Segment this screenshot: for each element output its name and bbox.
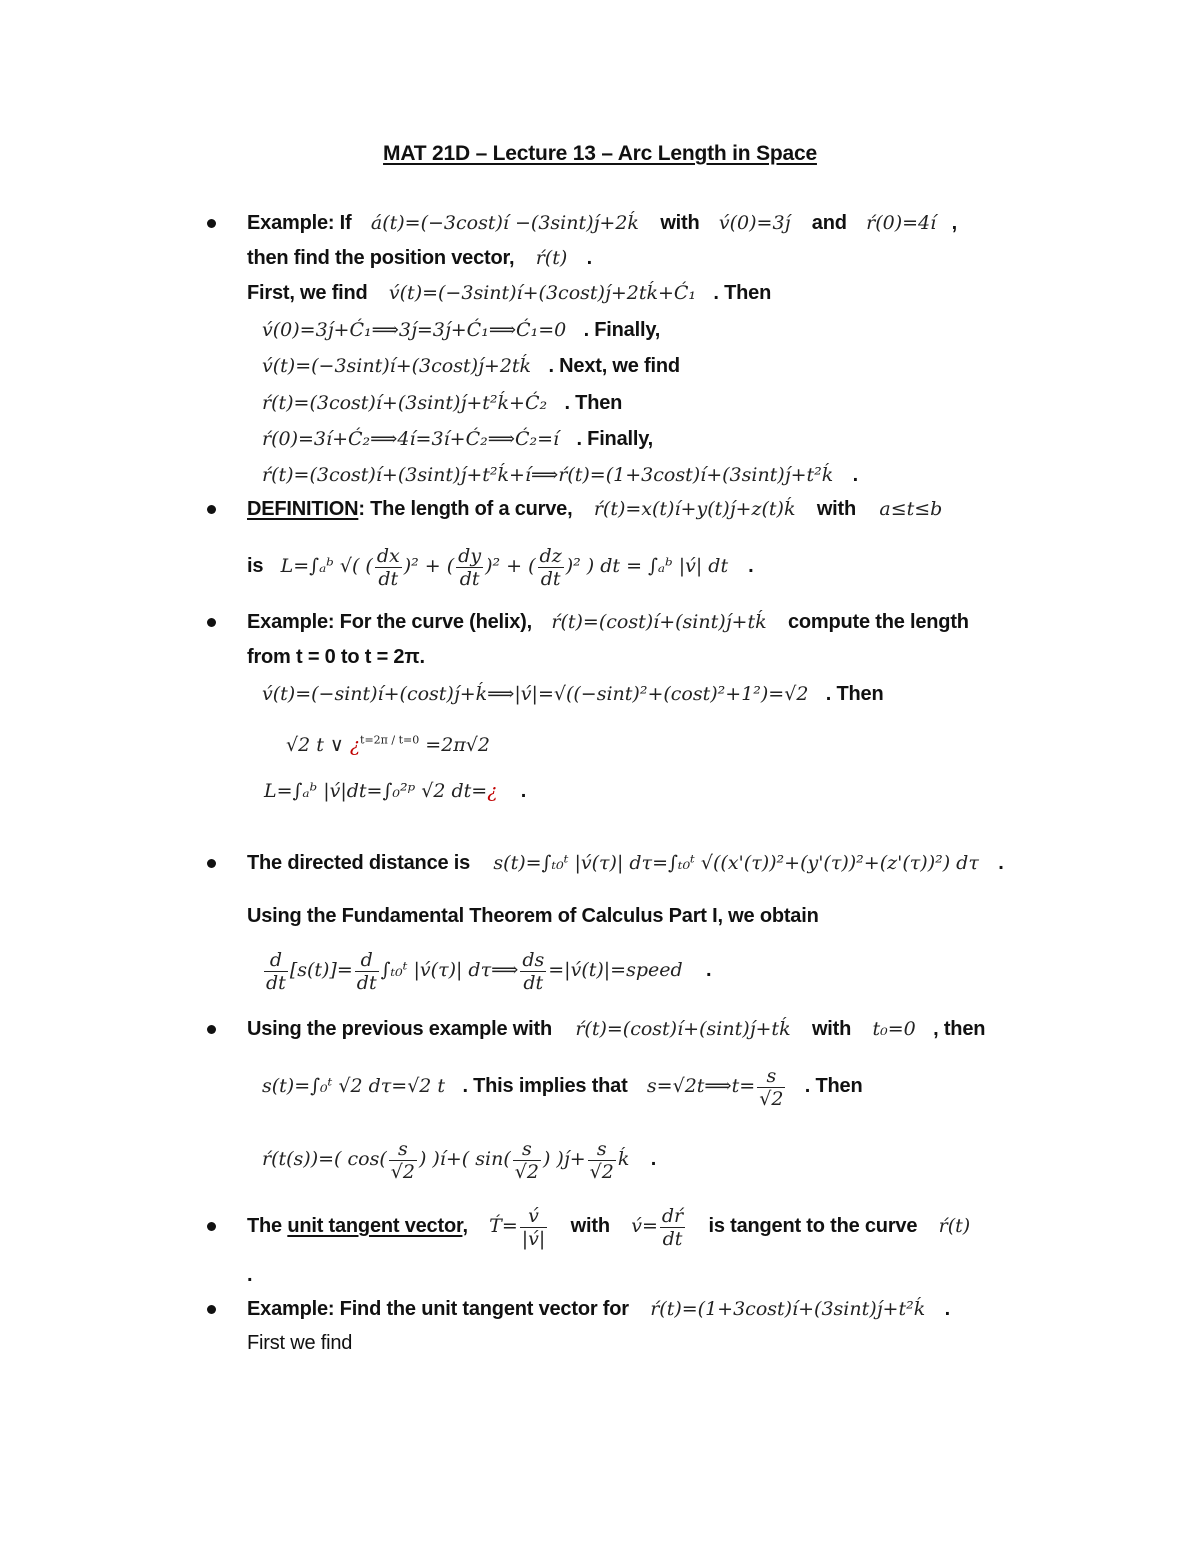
math: )² + (	[403, 555, 455, 577]
text: , then	[933, 1018, 986, 1040]
numerator: s	[757, 1065, 785, 1088]
example-label: Example:	[247, 1298, 335, 1320]
math	[264, 780, 497, 802]
numerator: v́	[520, 1205, 548, 1228]
math: ŕ(t)=(3cost)í+(3sint)j́+t²ḱ+Ć₂	[262, 392, 548, 414]
math: v́(0)=3j́+Ć₁⟹3j́=3j́+Ć₁⟹Ć₁=0	[262, 319, 567, 341]
text-line	[262, 681, 883, 707]
numerator: d	[355, 949, 379, 972]
math: ŕ(t)=x(t)í+y(t)j́+z(t)ḱ	[593, 498, 796, 520]
denominator: dt	[662, 1227, 683, 1250]
math: ḱ	[617, 1148, 630, 1170]
text-line	[286, 728, 490, 758]
text-line	[247, 644, 425, 670]
math: ŕ(t)=(1+3cost)í+(3sint)j́+t²ḱ	[650, 1298, 926, 1320]
math: ŕ(0)=3í+Ć₂⟹4í=3í+Ć₂⟹Ć₂=í	[262, 428, 560, 450]
math: [s(t)]=	[289, 959, 353, 981]
text: . Then	[713, 282, 772, 304]
fraction	[588, 1138, 616, 1183]
denominator: dt	[378, 567, 399, 590]
bullet-icon	[207, 505, 216, 514]
math: á(t)=(−3cost)í −(3sint)j́+2ḱ	[370, 212, 639, 234]
denominator: √2	[759, 1087, 784, 1110]
text-line	[247, 1016, 985, 1042]
math-error-glyph: ¿	[487, 780, 498, 802]
math: s=√2t⟹t=	[646, 1075, 756, 1097]
math: ŕ(t)	[535, 247, 568, 269]
denominator: dt	[459, 567, 480, 590]
text: . Then	[564, 392, 623, 414]
text-line	[247, 1202, 970, 1250]
math: ∫ₜ₀ᵗ |v́(τ)| dτ⟹	[380, 959, 519, 981]
math: =2π√2	[419, 734, 490, 757]
math: ) )í+( sin(	[418, 1148, 511, 1170]
limits: t=2π / t=0	[360, 734, 420, 747]
text: from t = 0 to t = 2π.	[247, 646, 425, 668]
fraction	[355, 949, 379, 994]
math	[286, 734, 490, 756]
text: . Finally,	[583, 319, 661, 341]
math: )² ) dt = ∫ₐᵇ |v́| dt	[565, 555, 729, 577]
fraction	[538, 545, 564, 590]
text: . Then	[804, 1075, 863, 1097]
text-line	[262, 1135, 656, 1183]
text: compute the length	[787, 611, 969, 633]
denominator: dt	[356, 971, 377, 994]
math: ŕ(t)=(3cost)í+(3sint)j́+t²ḱ+í⟹ŕ(t)=(1+3cost)í+(3sint)j́+t²ḱ	[262, 464, 834, 486]
fraction	[757, 1065, 785, 1110]
math: )² + (	[485, 555, 536, 577]
math: ŕ(t)=(cost)í+(sint)j́+tḱ	[575, 1018, 791, 1040]
bullet-icon	[207, 859, 216, 868]
bullet-icon	[207, 618, 216, 627]
unit-tangent-term: unit tangent vector	[287, 1215, 463, 1237]
fraction	[264, 949, 288, 994]
numerator: s	[588, 1138, 616, 1161]
math: L=∫ₐᵇ √( (	[280, 555, 373, 577]
text: with	[816, 498, 857, 520]
math: v́(t)=(−3sint)í+(3cost)j́+2tḱ	[262, 355, 532, 377]
text-line	[262, 1062, 862, 1110]
math: v́(t)=(−3sint)í+(3cost)j́+2tḱ+Ć₁	[388, 282, 697, 304]
text: .	[586, 247, 592, 269]
text: and	[811, 212, 847, 234]
text: is tangent to the curve	[708, 1215, 918, 1237]
text: ,	[462, 1215, 468, 1237]
numerator: dy	[458, 544, 482, 567]
math	[262, 1137, 630, 1183]
example-position-line	[247, 210, 957, 236]
definition-label: DEFINITION	[247, 498, 359, 520]
text: For the curve (helix),	[334, 611, 532, 633]
text: .	[520, 780, 527, 802]
math: v́(0)=3j́	[718, 212, 791, 234]
math: ) )j́+	[542, 1148, 586, 1170]
math: s(t)=∫₀ᵗ √2 dτ=√2 t	[262, 1075, 446, 1097]
denominator: |v́|	[521, 1227, 546, 1250]
text-line	[247, 1262, 252, 1288]
math	[489, 1204, 549, 1250]
fraction	[389, 1138, 417, 1183]
text: with	[660, 212, 700, 234]
text-line	[247, 850, 1004, 876]
math	[646, 1064, 788, 1110]
text: . This implies that	[462, 1075, 628, 1097]
math	[262, 948, 683, 994]
text-line	[262, 946, 711, 994]
text: If	[334, 212, 352, 234]
text: .	[706, 959, 712, 981]
text-line	[262, 462, 858, 488]
math: s(t)=∫ₜ₀ᵗ |v́(τ)| dτ=∫ₜ₀ᵗ √((x'(τ))²+(y'(τ))²+(z'(τ))²) dτ	[493, 852, 979, 874]
text: with	[570, 1215, 610, 1237]
numerator: s	[513, 1138, 541, 1161]
text-line	[247, 245, 592, 271]
fraction	[513, 1138, 541, 1183]
math	[631, 1204, 687, 1250]
math: ŕ(t(s))=( cos(	[262, 1148, 387, 1170]
math	[280, 544, 735, 590]
text: : The length of a curve,	[358, 498, 573, 520]
text: with	[811, 1018, 852, 1040]
definition-line	[247, 496, 942, 522]
text: Using the Fundamental Theorem of Calculus Part I, we obtain	[247, 905, 819, 927]
text-line	[247, 903, 819, 929]
text: .	[998, 852, 1004, 874]
text: . Next, we find	[548, 355, 680, 377]
page-title: MAT 21D – Lecture 13 – Arc Length in Space	[383, 142, 817, 165]
math: v́=	[631, 1215, 658, 1237]
math: √2 t ∨	[286, 734, 350, 757]
example-label: Example:	[247, 611, 335, 633]
text: ,	[951, 212, 957, 234]
fraction	[375, 545, 402, 590]
text: .	[650, 1148, 657, 1170]
text-line	[262, 317, 660, 343]
text: Find the unit tangent vector for	[334, 1298, 629, 1320]
denominator: √2	[390, 1160, 415, 1183]
bullet-icon	[207, 1222, 216, 1231]
fraction	[520, 1205, 548, 1250]
math: a≤t≤b	[879, 498, 943, 520]
numerator: dx	[376, 544, 400, 567]
text: .	[247, 1264, 253, 1286]
text: is	[247, 555, 264, 577]
text: .	[852, 464, 859, 486]
fraction	[456, 545, 483, 590]
fraction	[660, 1205, 685, 1250]
math: =|v́(t)|=speed	[548, 959, 683, 981]
text-line	[262, 390, 622, 416]
text-line	[264, 778, 526, 804]
text: .	[748, 555, 754, 577]
example-helix-line	[247, 609, 969, 635]
text: First, we find	[247, 282, 368, 304]
bullet-icon	[207, 1305, 216, 1314]
text: First we find	[247, 1332, 353, 1354]
text-line	[247, 542, 754, 590]
text: . Then	[825, 683, 884, 705]
math: T́=	[489, 1215, 518, 1237]
text-line	[247, 280, 771, 306]
text: The directed distance is	[247, 852, 471, 874]
denominator: dt	[266, 971, 286, 994]
numerator: dz	[539, 544, 562, 567]
text: . Finally,	[576, 428, 654, 450]
example-label: Example:	[247, 212, 335, 234]
text: The	[247, 1215, 282, 1237]
numerator: dŕ	[661, 1204, 684, 1227]
denominator: √2	[589, 1160, 614, 1183]
example-unit-tangent-line	[247, 1296, 950, 1322]
math: ŕ(t)	[938, 1215, 971, 1237]
text-line	[262, 426, 653, 452]
math-error-glyph: ¿	[349, 734, 361, 757]
text-line	[247, 1330, 352, 1356]
numerator: s	[389, 1138, 417, 1161]
denominator: dt	[523, 971, 544, 994]
math: t₀=0	[872, 1018, 916, 1040]
math: v́(t)=(−sint)í+(cost)j́+ḱ⟹|v́|=√((−sint)²+(cost)²+1²)=√2	[262, 683, 809, 705]
numerator: d	[264, 949, 288, 972]
denominator: √2	[514, 1160, 539, 1183]
text: Using the previous example with	[247, 1018, 552, 1040]
fraction	[520, 949, 546, 994]
bullet-icon	[207, 219, 216, 228]
text-line	[262, 353, 680, 379]
denominator: dt	[540, 567, 561, 590]
bullet-icon	[207, 1025, 216, 1034]
text: then find the position vector,	[247, 247, 515, 269]
text: .	[944, 1298, 950, 1320]
math: ŕ(t)=(cost)í+(sint)j́+tḱ	[551, 611, 767, 633]
math: ŕ(0)=4í	[866, 212, 937, 234]
numerator: ds	[522, 948, 545, 971]
math: L=∫ₐᵇ |v́|dt=∫₀²ᵖ √2 dt=	[264, 780, 488, 802]
